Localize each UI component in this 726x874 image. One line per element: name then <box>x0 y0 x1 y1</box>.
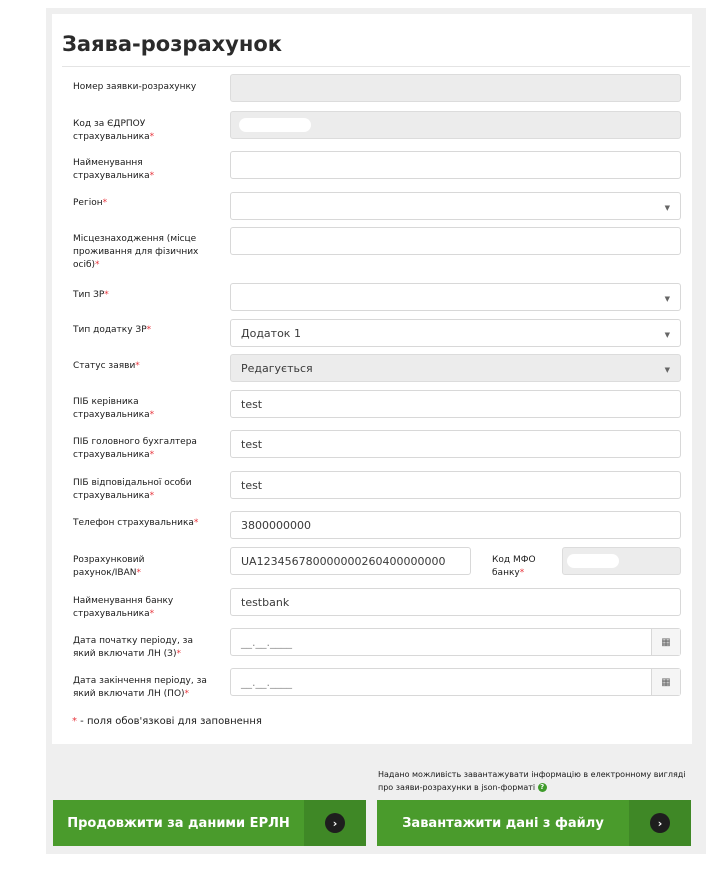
arrow-right-icon: › <box>325 813 345 833</box>
label-iban: Розрахунковий рахунок/IBAN* <box>73 555 145 578</box>
region-select[interactable] <box>230 192 681 220</box>
zr-appendix-select[interactable]: Додаток 1 ▼ <box>230 319 681 347</box>
redacted-mask <box>239 118 311 132</box>
calendar-icon[interactable]: ▦ <box>651 629 680 655</box>
help-icon[interactable]: ? <box>538 783 547 792</box>
label-date-start: Дата початку періоду, за який включати ЛН (З)* <box>73 636 193 659</box>
location-field[interactable] <box>230 227 681 255</box>
status-select[interactable]: Редагується ▼ <box>230 354 681 382</box>
label-phone: Телефон страхувальника* <box>73 518 199 528</box>
label-zr-type: Тип ЗР* <box>73 290 109 300</box>
label-zr-appendix: Тип додатку ЗР* <box>73 325 152 335</box>
label-responsible: ПІБ відповідальної особи страхувальника* <box>73 478 192 501</box>
zr-type-select[interactable] <box>230 283 681 311</box>
label-accountant: ПІБ головного бухгалтера страхувальника* <box>73 437 197 460</box>
chevron-down-icon: ▼ <box>664 331 670 339</box>
continue-erln-button[interactable] <box>53 800 366 846</box>
iban-field[interactable]: UA123456780000000260400000000 <box>230 547 471 575</box>
accountant-field[interactable]: test <box>230 430 681 458</box>
number-field[interactable] <box>230 74 681 102</box>
label-status: Статус заяви* <box>73 361 140 371</box>
continue-erln-label: Продовжити за даними ЕРЛН <box>67 815 290 831</box>
chevron-down-icon: ▼ <box>664 295 670 303</box>
calendar-icon[interactable]: ▦ <box>651 669 680 695</box>
upload-file-label: Завантажити дані з файлу <box>402 815 604 831</box>
name-field[interactable] <box>230 151 681 179</box>
bank-field[interactable]: testbank <box>230 588 681 616</box>
date-start-field[interactable]: __.__.____ ▦ <box>230 628 681 656</box>
upload-file-button[interactable] <box>377 800 691 846</box>
required-note: * - поля обов'язкові для заповнення <box>72 716 262 727</box>
label-mfo: Код МФО банку* <box>492 555 536 578</box>
page-title: Заява-розрахунок <box>62 32 283 56</box>
title-divider <box>62 66 690 67</box>
chevron-down-icon: ▼ <box>664 204 670 212</box>
label-region: Регіон* <box>73 198 108 208</box>
redacted-mask <box>567 554 619 568</box>
chevron-down-icon: ▼ <box>664 366 670 374</box>
label-date-end: Дата закінчення періоду, за який включати ЛН (ПО)* <box>73 676 207 699</box>
label-edrpou: Код за ЄДРПОУ страхувальника* <box>73 119 155 142</box>
date-end-field[interactable]: __.__.____ ▦ <box>230 668 681 696</box>
mfo-field[interactable] <box>562 547 681 575</box>
phone-field[interactable]: 3800000000 <box>230 511 681 539</box>
label-head: ПІБ керівника страхувальника* <box>73 397 155 420</box>
label-bank: Найменування банку страхувальника* <box>73 596 174 619</box>
label-location: Місцезнаходження (місце проживання для фізичних осіб)* <box>73 234 199 270</box>
label-name: Найменування страхувальника* <box>73 158 155 181</box>
head-field[interactable]: test <box>230 390 681 418</box>
label-number: Номер заявки-розрахунку <box>73 82 197 92</box>
edrpou-field[interactable] <box>230 111 681 139</box>
arrow-right-icon: › <box>650 813 670 833</box>
json-upload-info: Надано можливість завантажувати інформацію в електронному вигляді про заяви-розрахунки в json-форматі ? <box>378 770 686 792</box>
responsible-field[interactable]: test <box>230 471 681 499</box>
